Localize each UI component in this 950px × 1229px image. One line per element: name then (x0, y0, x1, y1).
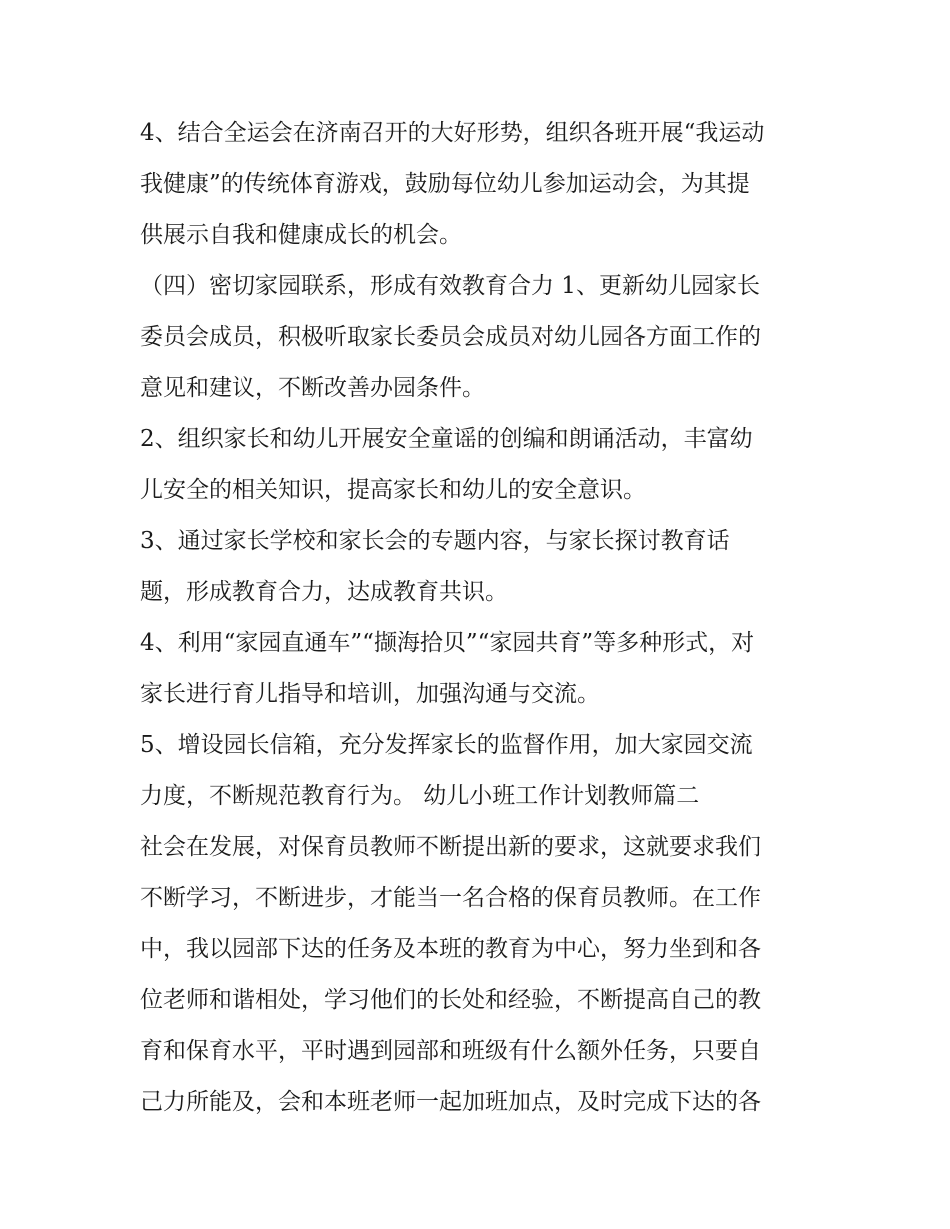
text-line: （四）密切家园联系，形成有效教育合力 1、更新幼儿园家长 (140, 273, 760, 299)
text-line: 3、通过家长学校和家长会的专题内容，与家长探讨教育话 (140, 528, 730, 554)
document-body (140, 108, 820, 1128)
text-line: 4、利用“家园直通车”“撷海拾贝”“家园共育”等多种形式，对 (140, 630, 755, 656)
text-line: 家长进行育儿指导和培训，加强沟通与交流。 (140, 681, 600, 707)
text-line: 育和保育水平，平时遇到园部和班级有什么额外任务，只要自 (140, 1038, 761, 1064)
text-line: 委员会成员，积极听取家长委员会成员对幼儿园各方面工作的 (140, 324, 761, 350)
text-line: 位老师和谐相处，学习他们的长处和经验，不断提高自己的教 (140, 987, 761, 1013)
text-line: 5、增设园长信箱，充分发挥家长的监督作用，加大家园交流 (140, 732, 753, 758)
text-line: 己力所能及，会和本班老师一起加班加点，及时完成下达的各 (140, 1089, 761, 1115)
text-line: 社会在发展，对保育员教师不断提出新的要求，这就要求我们 (140, 834, 761, 860)
text-line: 不断学习，不断进步，才能当一名合格的保育员教师。在工作 (140, 885, 761, 911)
text-line: 中，我以园部下达的任务及本班的教育为中心，努力坐到和各 (140, 936, 761, 962)
text-line: 题，形成教育合力，达成教育共识。 (140, 579, 508, 605)
text-line: 意见和建议，不断改善办园条件。 (140, 375, 485, 401)
text-line: 我健康”的传统体育游戏，鼓励每位幼儿参加运动会，为其提 (140, 171, 750, 197)
text-line: 供展示自我和健康成长的机会。 (140, 222, 462, 248)
text-line: 2、组织家长和幼儿开展安全童谣的创编和朗诵活动，丰富幼 (140, 426, 753, 452)
text-line: 儿安全的相关知识，提高家长和幼儿的安全意识。 (140, 477, 646, 503)
text-line: 力度，不断规范教育行为。 幼儿小班工作计划教师篇二 (140, 783, 700, 809)
text-line: 4、结合全运会在济南召开的大好形势，组织各班开展“我运动 (140, 120, 765, 146)
